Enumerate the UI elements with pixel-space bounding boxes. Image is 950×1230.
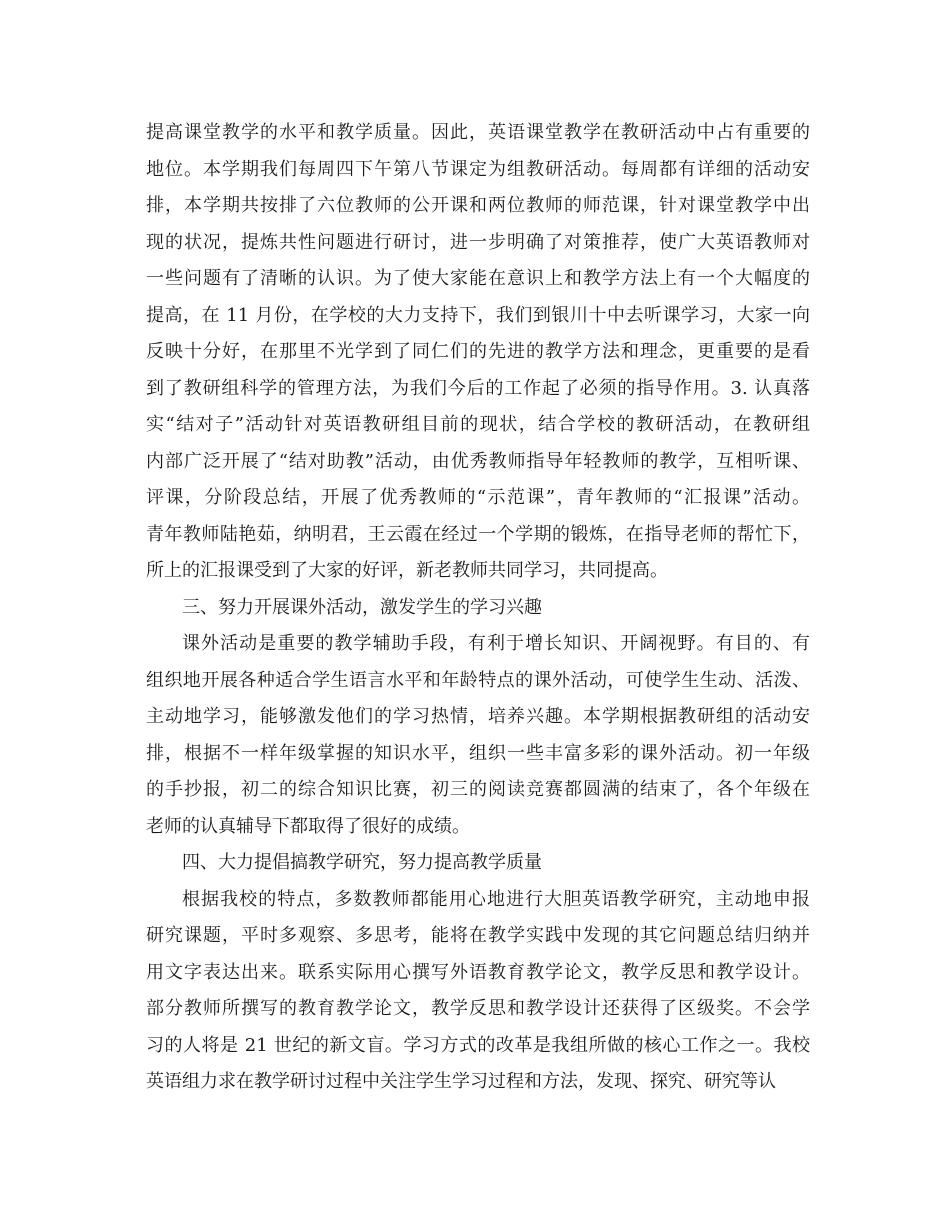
text-line: 根据我校的特点，多数教师都能用心地进行大胆英语教学研究，主动地申报 (182, 888, 810, 910)
text-line: 内部广泛开展了“结对助教”活动，由优秀教师指导年轻教师的教学，互相听课、 (146, 450, 810, 472)
text-line: 部分教师所撰写的教育教学论文，教学反思和教学设计还获得了区级奖。不会学 (146, 998, 810, 1019)
paragraph (146, 115, 810, 590)
text-line: 地位。本学期我们每周四下午第八节课定为组教研活动。每周都有详细的活动安 (146, 158, 810, 180)
text-line: 一些问题有了清晰的认识。为了使大家能在意识上和教学方法上有一个大幅度的 (146, 268, 810, 289)
text-line: 研究课题，平时多观察、多思考，能将在教学实践中发现的其它问题总结归纳并 (146, 925, 810, 946)
text-line: 所上的汇报课受到了大家的好评，新老教师共同学习，共同提高。 (146, 560, 668, 581)
heading-line: 三、努力开展课外活动，激发学生的学习兴趣 (182, 596, 542, 618)
text-line: 现的状况，提炼共性问题进行研讨，进一步明确了对策推荐，使广大英语教师对 (146, 231, 810, 253)
text-line: 主动地学习，能够激发他们的学习热情，培养兴趣。本学期根据教研组的活动安 (146, 706, 810, 727)
text-line: 习的人将是 21 世纪的新文盲。学习方式的改革是我组所做的核心工作之一。我校 (146, 1034, 810, 1056)
text-line: 排，本学期共按排了六位教师的公开课和两位教师的师范课，针对课堂教学中出 (146, 195, 810, 216)
text-line: 英语组力求在教学研讨过程中关注学生学习过程和方法，发现、探究、研究等认 (146, 1071, 776, 1092)
paragraph (146, 626, 810, 845)
text-line: 评课，分阶段总结，开展了优秀教师的“示范课”，青年教师的“汇报课”活动。 (146, 487, 810, 508)
text-line: 老师的认真辅导下都取得了很好的成绩。 (146, 815, 470, 837)
section-heading (146, 845, 810, 882)
paragraph (146, 882, 810, 1101)
text-line: 到了教研组科学的管理方法，为我们今后的工作起了必须的指导作用。3. 认真落 (146, 377, 810, 399)
document-body (146, 115, 810, 1101)
text-line: 组织地开展各种适合学生语言水平和年龄特点的课外活动，可使学生生动、活泼、 (146, 669, 810, 691)
text-line: 用文字表达出来。联系实际用心撰写外语教育教学论文，教学反思和教学设计。 (146, 961, 810, 983)
heading-line: 四、大力提倡搞教学研究，努力提高教学质量 (182, 852, 542, 873)
text-line: 提高课堂教学的水平和教学质量。因此，英语课堂教学在教研活动中占有重要的 (146, 122, 810, 143)
text-line: 提高，在 11 月份，在学校的大力支持下，我们到银川十中去听课学习，大家一向 (146, 304, 810, 326)
text-line: 课外活动是重要的教学辅助手段，有利于增长知识、开阔视野。有目的、有 (182, 633, 810, 654)
text-line: 的手抄报，初二的综合知识比赛，初三的阅读竞赛都圆满的结束了，各个年级在 (146, 779, 810, 800)
section-heading (146, 590, 810, 627)
text-line: 排，根据不一样年级掌握的知识水平，组织一些丰富多彩的课外活动。初一年级 (146, 742, 810, 764)
text-line: 青年教师陆艳茹，纳明君，王云霞在经过一个学期的锻炼，在指导老师的帮忙下， (146, 523, 810, 545)
text-line: 实“结对子”活动针对英语教研组目前的现状，结合学校的教研活动，在教研组 (146, 414, 810, 435)
text-line: 反映十分好，在那里不光学到了同仁们的先进的教学方法和理念，更重要的是看 (146, 341, 810, 362)
